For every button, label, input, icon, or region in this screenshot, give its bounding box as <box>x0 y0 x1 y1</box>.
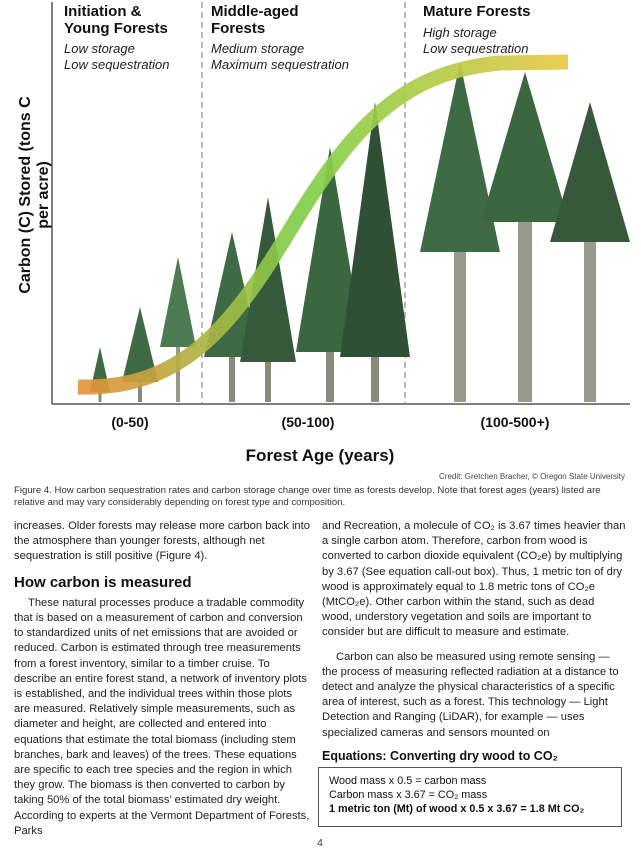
page-number: 4 <box>317 838 323 849</box>
stage-subtitle: Medium storage <box>211 41 305 56</box>
y-axis-title: Carbon (C) Stored (tons C per acre) <box>17 96 52 294</box>
equations-heading: Equations: Converting dry wood to CO₂ <box>322 749 559 763</box>
stage-title: Middle-aged <box>211 3 299 20</box>
paragraph: Carbon can also be measured using remote sensing — the process of measuring reflected radiation at a distance to detect and analyze the physical characteristics of a specific area of interest, such as a forest. This technology — Light Detection and Ranging (LiDAR), for example — uses specialized cameras and sensors mounted on <box>322 650 619 739</box>
stage-title: Young Forests <box>64 20 168 37</box>
stage-title: Initiation & <box>64 3 142 20</box>
section-heading: How carbon is measured <box>14 573 192 591</box>
stage-middle-aged <box>211 3 401 73</box>
stage-subtitle: Low sequestration <box>64 57 170 72</box>
age-range-label: (0-50) <box>111 414 149 430</box>
equation-line: Wood mass x 0.5 = carbon mass <box>329 775 487 787</box>
stage-young <box>64 3 204 73</box>
stage-subtitle: High storage <box>423 25 497 40</box>
tree <box>550 102 630 402</box>
figure-caption: Figure 4. How carbon sequestration rates and carbon storage change over time as forests develop. Note that forest ages (years) listed are relative and may vary considerably depending on forest type and composition. <box>14 485 601 508</box>
left-column <box>14 519 310 839</box>
stage-title: Forests <box>211 20 266 37</box>
tree <box>420 62 500 402</box>
equation-line: 1 metric ton (Mt) of wood x 0.5 x 3.67 = 1.8 Mt CO₂ <box>329 803 585 815</box>
stage-subtitle: Low storage <box>64 41 135 56</box>
tree-group <box>90 62 630 402</box>
stage-subtitle: Low sequestration <box>423 41 529 56</box>
stage-title: Mature Forests <box>423 3 531 20</box>
stage-subtitle: Maximum sequestration <box>211 57 349 72</box>
paragraph: increases. Older forests may release more carbon back into the atmosphere than younger forests, although net sequestration is still positive (Figure 4). <box>14 520 310 563</box>
x-axis-title: Forest Age (years) <box>245 446 395 465</box>
equation-line: Carbon mass x 3.67 = CO₂ mass <box>329 789 488 801</box>
age-range-label: (50-100) <box>281 414 335 430</box>
right-column <box>322 519 626 741</box>
age-range-label: (100-500+) <box>480 414 550 430</box>
paragraph: and Recreation, a molecule of CO₂ is 3.67 times heavier than a single carbon atom. Therefore, carbon from wood is converted to carbon dioxide equivalent (CO₂e) by multiplying by 3.67 (See equation call-out box). Thus, 1 metric ton of dry wood is approximately equal to 1.8 metric tons of CO₂e (MtCO₂e). Other carbon within the stand, such as dead wood, understory vegetation and soils are important to consider but are difficult to measure and estimate. <box>322 520 626 639</box>
tree <box>160 257 196 402</box>
stage-mature <box>423 3 623 57</box>
equations-box <box>318 767 622 827</box>
figure-credit: Credit: Gretchen Bracher, © Oregon State University <box>439 472 625 481</box>
paragraph: These natural processes produce a tradable commodity that is based on a measurement of carbon and conversion to standardized units of net emissions that are avoided or reduced. Carbon is estimated through tree measurements from a forest inventory, similar to a timber cruise. To describe an entire forest stand, a network of inventory plots is established, and the individual trees within those plots are measured. Relatively simple measurements, such as diameter and height, are collected and entered into equations that estimate the total biomass (including stem branches, bark and leaves) of the trees. These equations are specific to each tree species and the region in which they grow. The biomass is then converted to carbon by taking 50% of the total biomass’ estimated dry weight. According to experts at the Vermont Department of Forests, Parks <box>14 596 310 837</box>
